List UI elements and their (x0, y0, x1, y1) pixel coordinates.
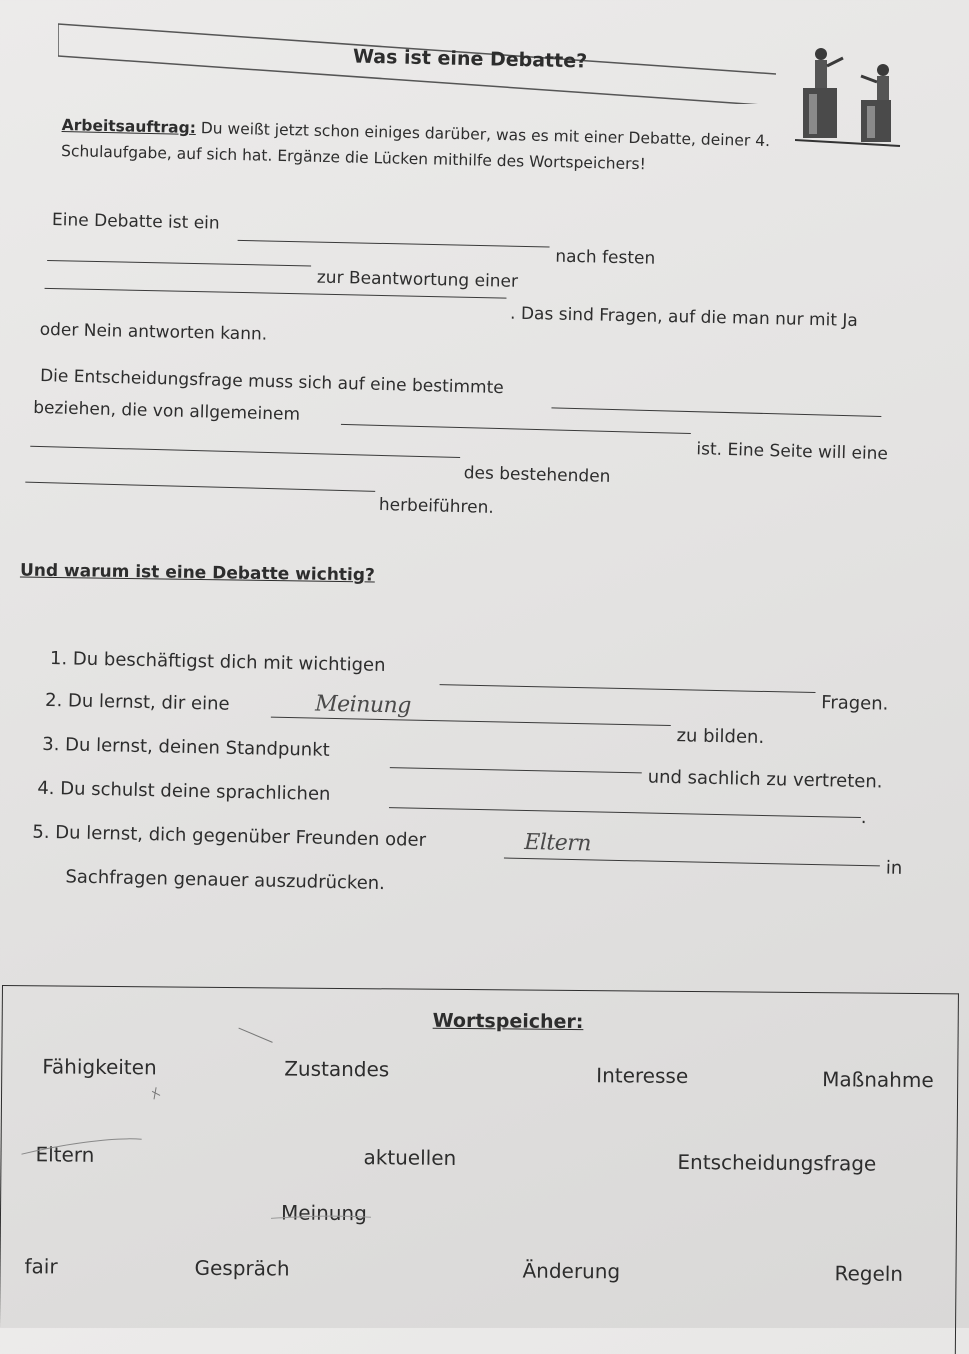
pencil-marks (0, 986, 958, 1354)
page-title: Was ist eine Debatte? (352, 45, 588, 73)
word-bank-word: Interesse (596, 1063, 689, 1088)
reason-5-continuation: Sachfragen genauer auszudrücken. (65, 866, 386, 895)
blank-10[interactable] (390, 767, 642, 773)
reason-3-text: 3. Du lernst, deinen Standpunkt (42, 733, 330, 761)
cloze2-text-2: beziehen, die von allgemeinem (33, 397, 301, 425)
word-bank-word: aktuellen (363, 1145, 457, 1170)
word-bank-title: Wortspeicher: (432, 1009, 584, 1034)
section-heading: Und warum ist eine Debatte wichtig? (19, 560, 375, 586)
cloze2-text-1: Die Entscheidungsfrage muss sich auf eine bestimmte (39, 366, 504, 399)
instruction-body: Du weißt jetzt schon einiges darüber, was es mit einer Debatte, deiner 4. Schulaufgabe, auf sich hat. Ergänze die Lücken mithilfe des Wortspeichers! (60, 119, 771, 174)
word-bank-word: Meinung (280, 1200, 367, 1226)
word-bank-word: Eltern (35, 1142, 95, 1167)
word-bank-word: Gespräch (194, 1255, 290, 1281)
word-bank-word: Zustandes (284, 1056, 390, 1082)
word-bank-word: Maßnahme (822, 1067, 934, 1093)
reason-2-suffix: zu bilden. (676, 725, 765, 748)
word-bank-word: Änderung (522, 1258, 621, 1284)
word-bank-word: Regeln (834, 1261, 904, 1286)
cloze1-text-2: nach festen (555, 246, 656, 269)
cloze2-text-5: herbeiführen. (378, 494, 495, 518)
reason-2-text: 2. Du lernst, dir eine (44, 689, 230, 715)
blank-8[interactable] (440, 684, 816, 693)
word-bank-word: Fähigkeiten (42, 1054, 157, 1080)
blank-11[interactable] (389, 807, 861, 818)
reason-4-suffix: . (860, 807, 867, 829)
reason-5-text: 5. Du lernst, dich gegenüber Freunden oder (32, 821, 427, 851)
reason-1-text: 1. Du beschäftigst dich mit wichtigen (49, 648, 386, 677)
reason-3-suffix: und sachlich zu vertreten. (647, 766, 883, 793)
word-bank (0, 985, 959, 1354)
word-bank-word: fair (24, 1254, 58, 1279)
reason-5-suffix: in (885, 857, 903, 879)
instruction-label: Arbeitsauftrag: (61, 115, 197, 138)
reason-1-suffix: Fragen. (821, 692, 889, 715)
reason-5-answer: Eltern (524, 829, 592, 857)
cloze1-text-4: . Das sind Fragen, auf die man nur mit Ja (509, 303, 859, 331)
cloze1-text-3: zur Beantwortung einer (316, 267, 519, 292)
cloze2-text-4: des bestehenden (463, 463, 611, 487)
cloze1-text-5: oder Nein antworten kann. (39, 319, 268, 345)
cloze2-text-3: ist. Eine Seite will eine (696, 439, 889, 465)
word-bank-word: Entscheidungsfrage (677, 1149, 877, 1176)
reason-4-text: 4. Du schulst deine sprachlichen (37, 777, 331, 805)
blank-9[interactable] (271, 717, 671, 726)
reason-2-answer: Meinung (314, 691, 412, 719)
blank-12[interactable] (504, 858, 880, 867)
cloze1-text-1: Eine Debatte ist ein (51, 210, 220, 234)
